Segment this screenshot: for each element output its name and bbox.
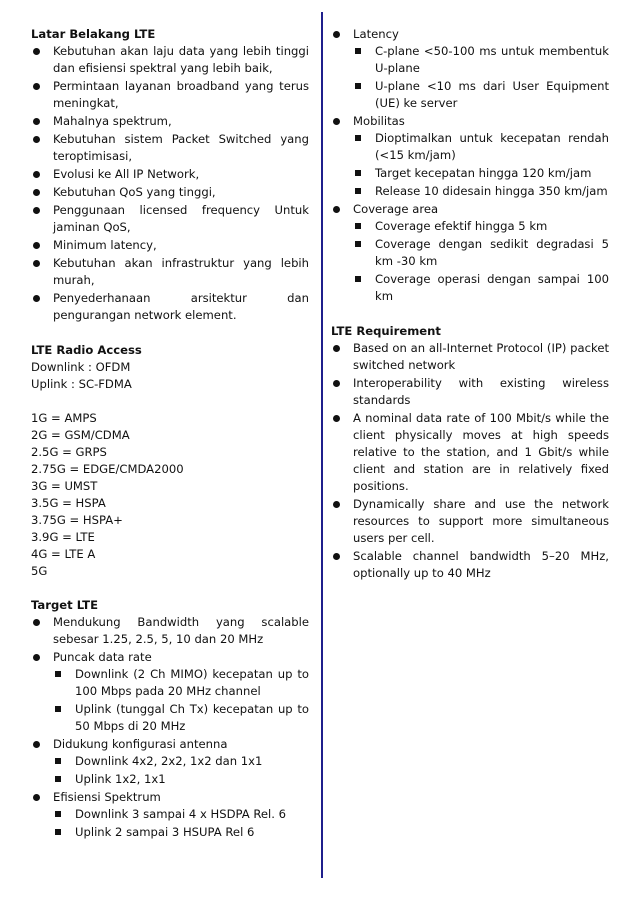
right-column [331, 26, 609, 583]
sub-list-item: U-plane <10 ms dari User Equipment (UE) ke server [353, 78, 609, 112]
sub-list [53, 753, 309, 788]
bullet-icon [333, 380, 340, 387]
spacer [31, 393, 309, 410]
sub-list [53, 666, 309, 735]
square-bullet-icon [355, 170, 361, 176]
performance-list [331, 26, 609, 305]
target-lte-list [31, 614, 309, 841]
sub-list-item: Uplink (tunggal Ch Tx) kecepatan up to 50 Mbps di 20 MHz [53, 701, 309, 735]
bullet-icon [33, 48, 40, 55]
sub-list [353, 130, 609, 200]
text-line: 5G [31, 564, 48, 578]
square-bullet-icon [355, 83, 361, 89]
sub-list-item: Coverage operasi dengan sampai 100 km [353, 271, 609, 305]
list-item: Mobilitas Dioptimalkan untuk kecepatan rendah (<15 km/jam) Target kecepatan hingga 120 km/jam Release 10 didesain hingga 350 km/jam [331, 113, 609, 200]
sub-list [53, 806, 309, 841]
section-title-latar-belakang: Latar Belakang LTE [31, 27, 156, 41]
bullet-icon [333, 31, 340, 38]
list-item: Interoperability with existing wireless standards [331, 375, 609, 409]
sub-list [353, 43, 609, 112]
bullet-icon [33, 171, 40, 178]
text-line: Uplink : SC-FDMA [31, 377, 132, 391]
square-bullet-icon [55, 811, 61, 817]
text-line: 4G = LTE A [31, 547, 96, 561]
square-bullet-icon [355, 188, 361, 194]
bullet-icon [33, 118, 40, 125]
latar-belakang-list [31, 43, 309, 324]
bullet-icon [33, 295, 40, 302]
list-item: Kebutuhan sistem Packet Switched yang teroptimisasi, [31, 131, 309, 165]
square-bullet-icon [55, 829, 61, 835]
list-item: Scalable channel bandwidth 5–20 MHz, optionally up to 40 MHz [331, 548, 609, 582]
bullet-icon [333, 345, 340, 352]
text-line: 1G = AMPS [31, 411, 97, 425]
text-line: 3.5G = HSPA [31, 496, 106, 510]
text-line: Downlink : OFDM [31, 360, 131, 374]
square-bullet-icon [355, 48, 361, 54]
section-title-radio-access: LTE Radio Access [31, 343, 142, 357]
list-item: Penyederhanaan arsitektur dan pengurangan network element. [31, 290, 309, 324]
sub-list-item: Coverage efektif hingga 5 km [353, 218, 609, 235]
list-item: Dynamically share and use the network resources to support more simultaneous users per cell. [331, 496, 609, 547]
list-item: Minimum latency, [31, 237, 309, 254]
square-bullet-icon [55, 671, 61, 677]
square-bullet-icon [355, 276, 361, 282]
square-bullet-icon [55, 706, 61, 712]
text-line: 3.9G = LTE [31, 530, 95, 544]
list-item: Kebutuhan akan infrastruktur yang lebih murah, [31, 255, 309, 289]
list-item: Latency C-plane <50-100 ms untuk membentuk U-plane U-plane <10 ms dari User Equipment (UE) ke server [331, 26, 609, 112]
list-item: Penggunaan licensed frequency Untuk jaminan QoS, [31, 202, 309, 236]
section-title-lte-requirement: LTE Requirement [331, 324, 441, 338]
text-line: 2.75G = EDGE/CMDA2000 [31, 462, 184, 476]
sub-list-item: Coverage dengan sedikit degradasi 5 km -30 km [353, 236, 609, 270]
sub-list-item: C-plane <50-100 ms untuk membentuk U-plane [353, 43, 609, 77]
list-item: Efisiensi Spektrum Downlink 3 sampai 4 x HSDPA Rel. 6 Uplink 2 sampai 3 HSUPA Rel 6 [31, 789, 309, 841]
sub-list-item: Downlink (2 Ch MIMO) kecepatan up to 100 Mbps pada 20 MHz channel [53, 666, 309, 700]
bullet-icon [33, 654, 40, 661]
bullet-icon [333, 553, 340, 560]
sub-list-item: Uplink 1x2, 1x1 [53, 771, 309, 788]
left-column [31, 26, 309, 842]
bullet-icon [333, 415, 340, 422]
column-divider [321, 12, 323, 878]
spacer [31, 325, 309, 342]
sub-list-item: Downlink 4x2, 2x2, 1x2 dan 1x1 [53, 753, 309, 770]
text-line: 3.75G = HSPA+ [31, 513, 123, 527]
square-bullet-icon [355, 241, 361, 247]
sub-list [353, 218, 609, 305]
list-item: Kebutuhan QoS yang tinggi, [31, 184, 309, 201]
list-item: A nominal data rate of 100 Mbit/s while the client physically moves at high speeds relative to the station, and 1 Gbit/s while client and station are in relatively fixed positions. [331, 410, 609, 495]
list-item: Puncak data rate Downlink (2 Ch MIMO) kecepatan up to 100 Mbps pada 20 MHz channel Uplink (tunggal Ch Tx) kecepatan up to 50 Mbps di 20 MHz [31, 649, 309, 735]
list-item: Coverage area Coverage efektif hingga 5 km Coverage dengan sedikit degradasi 5 km -30 km Coverage operasi dengan sampai 100 km [331, 201, 609, 305]
bullet-icon [333, 118, 340, 125]
sub-list-item: Dioptimalkan untuk kecepatan rendah (<15 km/jam) [353, 130, 609, 164]
bullet-icon [33, 242, 40, 249]
sub-list-item: Target kecepatan hingga 120 km/jam [353, 165, 609, 182]
bullet-icon [333, 501, 340, 508]
list-item: Kebutuhan akan laju data yang lebih tinggi dan efisiensi spektral yang lebih baik, [31, 43, 309, 77]
list-item: Mendukung Bandwidth yang scalable sebesar 1.25, 2.5, 5, 10 dan 20 MHz [31, 614, 309, 648]
bullet-icon [33, 794, 40, 801]
square-bullet-icon [55, 758, 61, 764]
text-line: 3G = UMST [31, 479, 98, 493]
bullet-icon [33, 207, 40, 214]
list-item: Didukung konfigurasi antenna Downlink 4x2, 2x2, 1x2 dan 1x1 Uplink 1x2, 1x1 [31, 736, 309, 788]
spacer [31, 580, 309, 597]
bullet-icon [33, 260, 40, 267]
list-item: Based on an all-Internet Protocol (IP) packet switched network [331, 340, 609, 374]
bullet-icon [333, 206, 340, 213]
bullet-icon [33, 741, 40, 748]
spacer [331, 306, 609, 323]
text-line: 2G = GSM/CDMA [31, 428, 130, 442]
square-bullet-icon [355, 223, 361, 229]
requirement-list [331, 340, 609, 582]
bullet-icon [33, 619, 40, 626]
text-line: 2.5G = GRPS [31, 445, 107, 459]
bullet-icon [33, 83, 40, 90]
sub-list-item: Release 10 didesain hingga 350 km/jam [353, 183, 609, 200]
square-bullet-icon [55, 776, 61, 782]
list-item: Permintaan layanan broadband yang terus meningkat, [31, 78, 309, 112]
sub-list-item: Uplink 2 sampai 3 HSUPA Rel 6 [53, 824, 309, 841]
list-item: Mahalnya spektrum, [31, 113, 309, 130]
sub-list-item: Downlink 3 sampai 4 x HSDPA Rel. 6 [53, 806, 309, 823]
bullet-icon [33, 189, 40, 196]
section-title-target-lte: Target LTE [31, 598, 98, 612]
square-bullet-icon [355, 135, 361, 141]
list-item: Evolusi ke All IP Network, [31, 166, 309, 183]
bullet-icon [33, 136, 40, 143]
